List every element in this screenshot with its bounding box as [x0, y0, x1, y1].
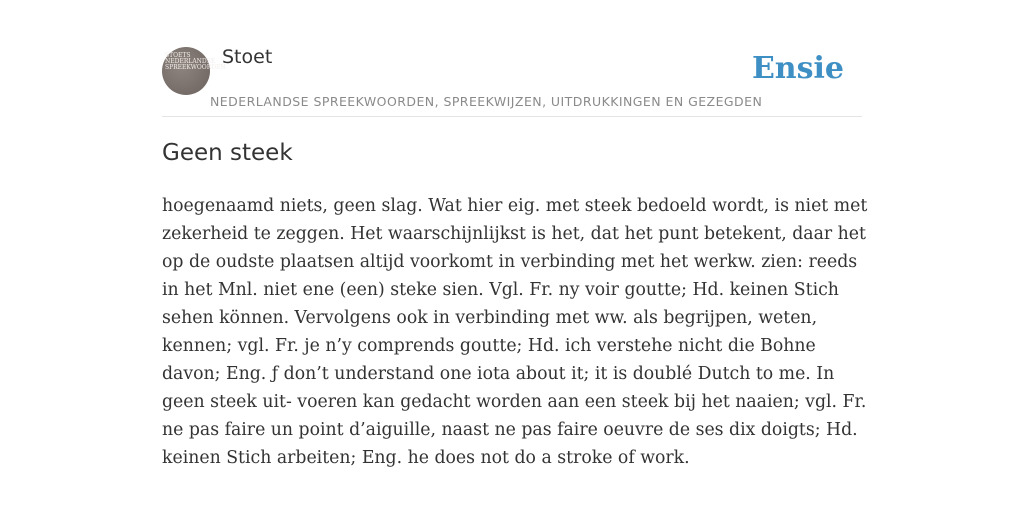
entry-definition: hoegenaamd niets, geen slag. Wat hier eig. met steek bedoeld wordt, is niet met zekerheid te zeggen. Het waarschijnlijkst is het, dat het punt betekent, daar het op de oudste plaatsen altijd voorkomt in verbinding met het werkw. zien: reeds in het Mnl. niet ene (een) steke sien. Vgl. Fr. ny voir goutte; Hd. keinen Stich sehen können. Vervolgens ook in verbinding met ww. als begrijpen, weten, kennen; vgl. Fr. je n’y comprends goutte; Hd. ich verstehe nicht die Bohne davon; Eng. ƒ don’t understand one iota about it; it is doublé Dutch to me. In geen steek uit- voeren kan gedacht worden aan een steek bij het naaien; vgl. Fr. ne pas faire un point d’aiguille, naast ne pas faire oeuvre de ses dix doigts; Hd. keinen Stich arbeiten; Eng. he does not do a stroke of work.: [162, 196, 868, 468]
source-subtitle[interactable]: NEDERLANDSE SPREEKWOORDEN, SPREEKWIJZEN, UITDRUKKINGEN EN GEZEGDEN: [210, 94, 763, 109]
author-name[interactable]: Stoet: [222, 46, 273, 68]
avatar-logo-text: STOETS NEDERLANDSE SPREEKWOORDEN: [165, 52, 226, 71]
ensie-logo[interactable]: Ensie: [751, 51, 844, 86]
source-avatar[interactable]: [162, 47, 226, 95]
entry-title: Geen steek: [162, 140, 293, 166]
page-header: [162, 44, 862, 117]
